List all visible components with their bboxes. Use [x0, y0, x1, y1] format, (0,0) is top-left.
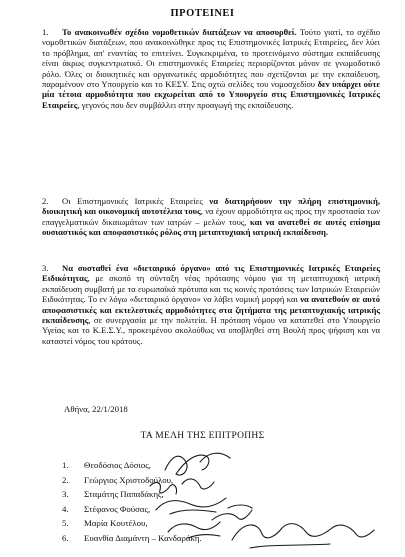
paragraph-bold-text: να ανατεθούν σε αυτό αποφασιστικές και εκτελεστικές αρμοδιότητες στα ζητήματα της μεταπτυχιακής ιατρικής εκπαίδευσης — [42, 294, 381, 326]
paragraph-number: 3. — [42, 263, 49, 273]
member-number: 6. — [62, 532, 69, 543]
member-number: 4. — [62, 503, 69, 514]
paragraph-2 — [42, 196, 380, 238]
member-item — [62, 458, 362, 473]
paragraph-bold-text: δεν υπάρχει ούτε μία τέτοια αρμοδιότητα που εκχωρείται από το Υπουργείο στις Επιστημονικές Ιατρικές Εταιρείες — [42, 79, 380, 110]
document-date: Αθήνα, 22/1/2018 — [64, 404, 128, 414]
document-heading: ΠΡΟΤΕΙΝΕΙ — [170, 8, 235, 19]
member-name: Μαρία Κουτέλου, — [84, 518, 148, 529]
paragraph-3 — [42, 263, 380, 346]
member-name: Σταμάτης Παπαδάκης, — [84, 489, 164, 500]
paragraph-bold-lead: Το ανακοινωθέν σχέδιο νομοθετικών διατάξεων να αποσυρθεί. — [62, 27, 297, 37]
paragraph-bold-text: Να συσταθεί ένα «διεταιρικό όργανο» από τις Επιστημονικές Ιατρικές Εταιρείες Ειδικότητας — [42, 263, 380, 284]
member-item — [62, 516, 362, 531]
member-name: Θεοδόσιος Δόσιος, — [84, 460, 151, 470]
paragraph-text: Τούτο γιατί, το σχέδιο νομοθετικών διατάξεων, που ανακοινώθηκε προς τις Επιστημονικές Ιατρικές Εταιρείες, δεν λύει το πρόβλημα, απ' εναντίας το επιτείνει. Συγκεκριμένα, το προτεινόμενο σύστημα εκπαίδευσης είναι άκρως συγκεντρωτικό. Οι επιστημονικές Εταιρείες περιορίζονται μόνον σε γνωμοδοτικό ρόλο. Όλες οι διοικητικές και οργανωτικές αρμοδιότητες που σχετίζονται με την εκπαίδευση, παραμένουν στο Υπουργείο και το ΚΕΣΥ. Στις οχτώ σελίδες του νομοσχεδίου — [42, 27, 381, 90]
member-item — [62, 502, 362, 517]
paragraph-text: , με σκοπό τη σύνταξη νέας πρότασης νόμου για τη μεταπτυχιακή ιατρική εκπαίδευση συμβατή με τα ευρωπαϊκά πρότυπα και τις κοινές προτάσεις των Ιατρικών Εταιρειών Ειδικότητας. Το εν λόγω «διεταιρικό όργανο» να λάβει νομική μορφή και — [42, 273, 380, 305]
paragraph-text: Οι Επιστημονικές Ιατρικές Εταιρείες — [62, 196, 210, 206]
member-number: 3. — [62, 489, 69, 500]
committee-members-list — [62, 458, 362, 546]
member-name: Ευανθία Διαμάντη – Κανδαράκη. — [84, 532, 202, 543]
member-number: 2. — [62, 474, 69, 485]
paragraph-text: , σε συνεργασία με την πολιτεία. Η πρόταση νόμου να κατατεθεί στο Υπουργείο Υγείας και το Κ.Ε.Σ.Υ., προκειμένου ακολούθως να υποβληθεί στη Βουλή προς ψήφιση και να καταστεί νόμος του κράτους. — [42, 315, 380, 346]
paragraph-text: , γεγονός που δεν συμβάλλει στην προαγωγή της εκπαίδευσης. — [77, 99, 294, 110]
paragraph-number: 2. — [42, 196, 49, 206]
paragraph-bold-text: να διατηρήσουν την πλήρη επιστημονική, διοικητική και οικονομική αυτοτέλεια τους — [42, 196, 380, 217]
member-name: Γεώργιος Χριστοδούλου, — [84, 474, 174, 485]
committee-title: ΤΑ ΜΕΛΗ ΤΗΣ ΕΠΙΤΡΟΠΗΣ — [140, 431, 265, 441]
paragraph-1 — [42, 27, 380, 110]
paragraph-text: , να έχουν αρμοδιότητα ως προς την προστασία των επαγγελματικών δικαιωμάτων των ιατρών – μελών τους, — [42, 206, 381, 227]
member-item — [62, 531, 362, 546]
paragraph-number: 1. — [42, 27, 49, 37]
member-item — [62, 473, 362, 488]
paragraph-bold-text: και να ανατεθεί σε αυτές επίσημα ουσιαστικός και αποφασιστικός ρόλος στη μεταπτυχιακή ιατρική εκπαίδευση. — [42, 216, 380, 238]
member-name: Στέφανος Φούσας, — [84, 503, 151, 514]
member-number: 1. — [62, 460, 69, 470]
member-number: 5. — [62, 518, 69, 529]
member-item — [62, 487, 362, 502]
